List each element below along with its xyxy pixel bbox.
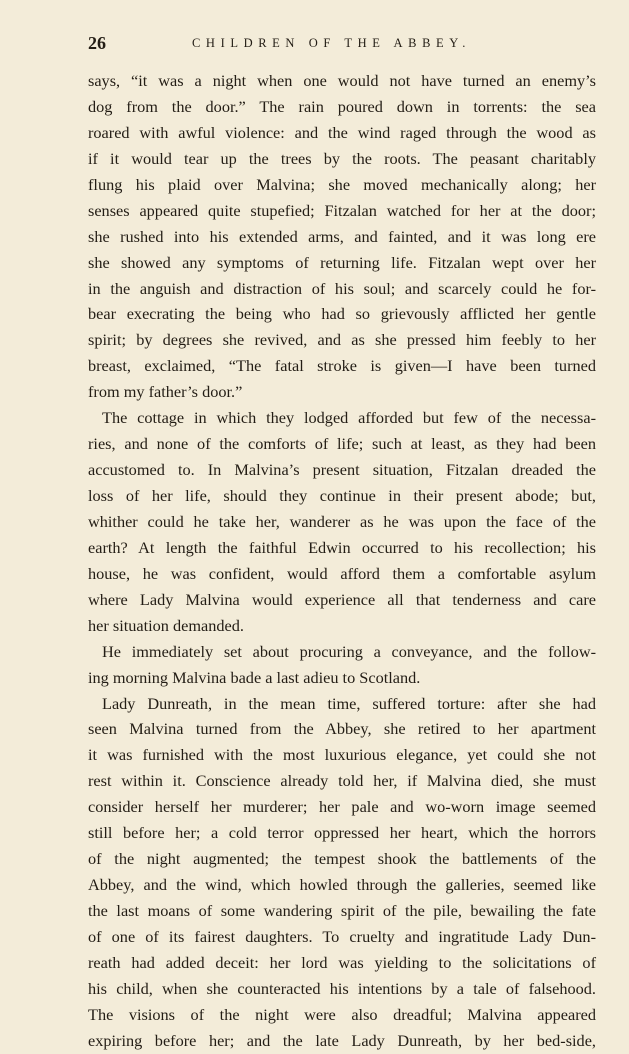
text-line: his child, when she counteracted his intentions by a tale of falsehood.: [88, 978, 596, 998]
text-line: says, “it was a night when one would not have turned an enemy’s: [88, 71, 596, 90]
page-header: [88, 33, 608, 55]
text-line: still before her; a cold terror oppressed her heart, which the horrors: [88, 823, 596, 843]
text-line: reath had added deceit: her lord was yielding to the solicitations of: [88, 952, 596, 972]
text-line: The visions of the night were also dreadful; Malvina appeared: [88, 1004, 596, 1024]
text-line: flung his plaid over Malvina; she moved mechanically along; her: [88, 174, 596, 194]
text-line: of the night augmented; the tempest shook the battlements of the: [88, 849, 596, 869]
text-line: seen Malvina turned from the Abbey, she retired to her apartment: [88, 719, 596, 739]
text-line: where Lady Malvina would experience all that tenderness and care: [88, 589, 596, 609]
text-line: earth? At length the faithful Edwin occurred to his recollection; his: [88, 537, 596, 557]
text-line: spirit; by degrees she revived, and as she pressed him feebly to her: [88, 330, 596, 350]
text-line: accustomed to. In Malvina’s present situation, Fitzalan dreaded the: [88, 460, 596, 480]
text-line: He immediately set about procuring a conveyance, and the follow-: [102, 641, 596, 661]
page-number: 26: [88, 33, 106, 53]
text-line: The cottage in which they lodged afforded but few of the necessa-: [102, 408, 596, 428]
text-line: if it would tear up the trees by the roots. The peasant charitably: [88, 148, 596, 168]
running-head: CHILDREN OF THE ABBEY.: [192, 36, 472, 50]
text-line: dog from the door.” The rain poured down in torrents: the sea: [88, 96, 596, 116]
text-line: whither could he take her, wanderer as he was upon the face of the: [88, 511, 596, 531]
body-text: [88, 68, 596, 1054]
text-line: of one of its fairest daughters. To cruelty and ingratitude Lady Dun-: [88, 926, 596, 946]
text-line: loss of her life, should they continue in their present abode; but,: [88, 486, 596, 505]
text-line: she showed any symptoms of returning life. Fitzalan wept over her: [88, 252, 596, 272]
text-line: consider herself her murderer; her pale and wo-worn image seemed: [88, 797, 596, 817]
text-line: bear execrating the being who had so grievously afflicted her gentle: [88, 304, 596, 324]
text-line: she rushed into his extended arms, and fainted, and it was long ere: [88, 226, 596, 246]
text-line: the last moans of some wandering spirit of the pile, bewailing the fate: [88, 901, 596, 920]
text-line: in the anguish and distraction of his soul; and scarcely could he for-: [88, 278, 596, 298]
text-line: ing morning Malvina bade a last adieu to Scotland.: [88, 667, 421, 687]
text-line: breast, exclaimed, “The fatal stroke is given—I have been turned: [88, 356, 596, 376]
text-line: roared with awful violence: and the wind raged through the wood as: [88, 122, 596, 142]
text-line: expiring before her; and the late Lady Dunreath, by her bed-side,: [88, 1030, 596, 1050]
text-line: Abbey, and the wind, which howled through the galleries, seemed like: [88, 875, 596, 895]
text-line: ries, and none of the comforts of life; such at least, as they had been: [88, 434, 596, 454]
text-line: her situation demanded.: [88, 615, 244, 635]
text-line: it was furnished with the most luxurious elegance, yet could she not: [88, 745, 596, 765]
text-line: house, he was confident, would afford them a comfortable asylum: [88, 563, 596, 583]
text-line: from my father’s door.”: [88, 382, 243, 402]
text-line: rest within it. Conscience already told her, if Malvina died, she must: [88, 771, 596, 791]
text-line: Lady Dunreath, in the mean time, suffered torture: after she had: [102, 693, 596, 713]
text-line: senses appeared quite stupefied; Fitzalan watched for her at the door;: [88, 200, 596, 220]
